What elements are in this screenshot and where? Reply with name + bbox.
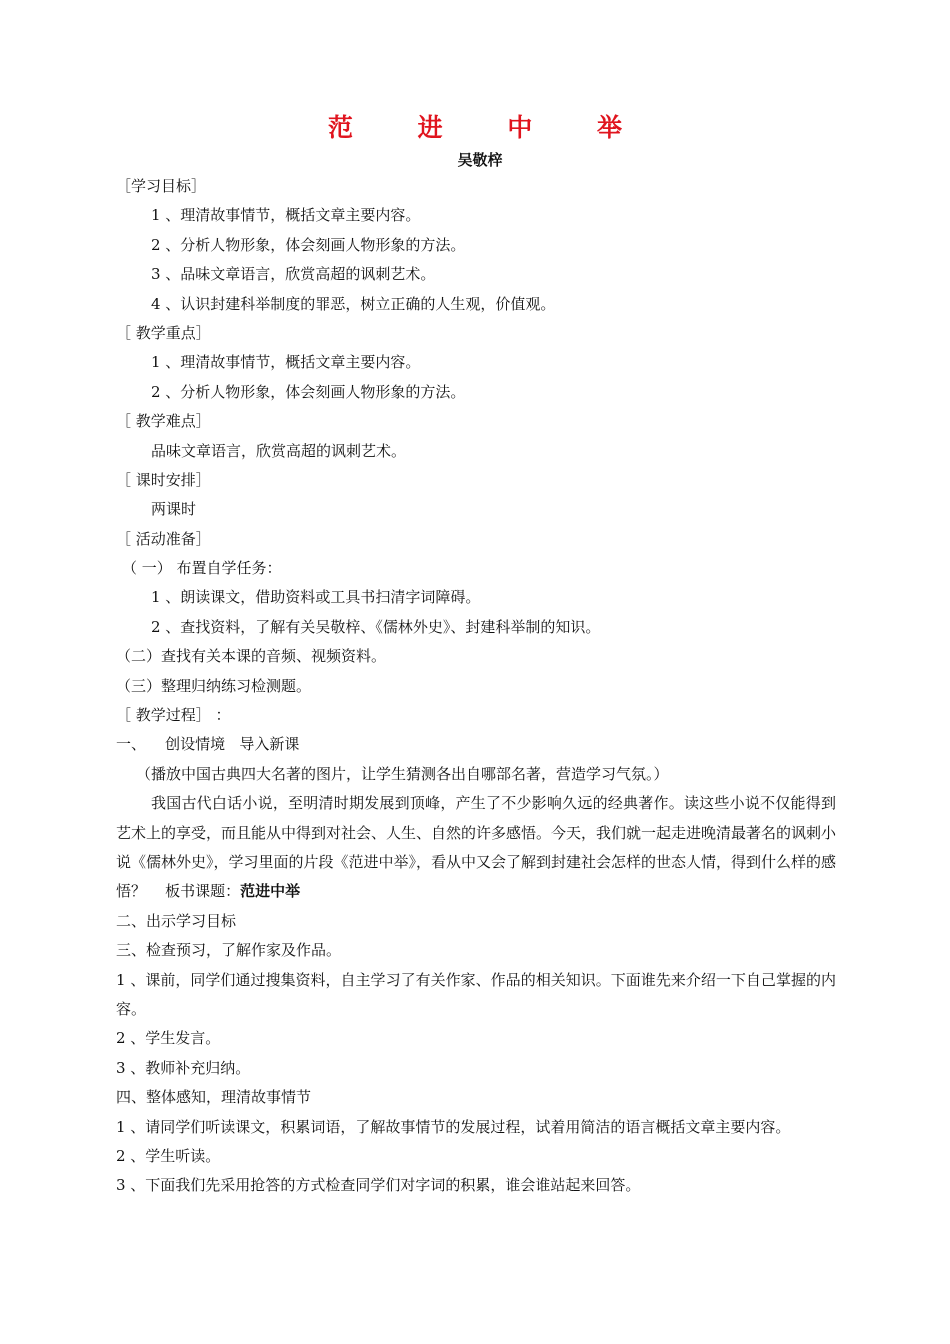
document-title: 范 进 中 举 <box>327 113 651 142</box>
prep-subsection-1: （ 一） 布置自学任务： <box>122 559 282 578</box>
section-header-goals: ［学习目标］ <box>116 177 207 195</box>
process-step-1: 一、 创设情境 导入新课 <box>116 735 300 754</box>
process-step-4-item: 1 、请同学们听读课文，积累词语，了解故事情节的发展过程，试着用简洁的语言概括文章主要内容。 <box>116 1117 791 1136</box>
process-step-3-item: 1 、课前，同学们通过搜集资料，自主学习了有关作家、作品的相关知识。下面谁先来介绍一下自己掌握的内容。 <box>116 970 836 1019</box>
section-header-preparation: ［ 活动准备］ <box>116 529 211 548</box>
section-header-schedule: ［ 课时安排］ <box>116 470 211 489</box>
process-step-4-item: 3 、下面我们先采用抢答的方式检查同学们对字词的积累，谁会谁站起来回答。 <box>116 1176 641 1195</box>
section-header-difficulty: ［ 教学难点］ <box>116 412 211 431</box>
prep-item: 1 、朗读课文，借助资料或工具书扫清字词障碍。 <box>151 588 481 607</box>
goal-item: 3 、品味文章语言，欣赏高超的讽刺艺术。 <box>151 265 436 284</box>
section-header-process: ［ 教学过程］ ： <box>116 706 231 725</box>
document-author: 吴敬梓 <box>457 151 503 169</box>
process-step-1-paragraph <box>116 789 836 907</box>
key-point-item: 1 、理清故事情节，概括文章主要内容。 <box>151 353 421 372</box>
process-step-1-note: （播放中国古典四大名著的图片，让学生猜测各出自哪部名著，营造学习气氛。） <box>136 764 669 783</box>
process-step-3-item: 2 、学生发言。 <box>116 1029 221 1048</box>
key-point-item: 2 、分析人物形象，体会刻画人物形象的方法。 <box>151 382 466 401</box>
prep-item: 2 、查找资料，了解有关吴敬梓、《儒林外史》、封建科举制的知识。 <box>151 617 601 636</box>
process-step-2: 二、出示学习目标 <box>116 911 237 930</box>
process-step-4: 四、整体感知，理清故事情节 <box>116 1088 312 1107</box>
prep-subsection-3: （三）整理归纳练习检测题。 <box>116 676 312 695</box>
document-body <box>116 172 836 1201</box>
process-step-3: 三、检查预习，了解作家及作品。 <box>116 941 342 960</box>
section-header-key-points: ［ 教学重点］ <box>116 323 211 342</box>
difficulty-text: 品味文章语言，欣赏高超的讽刺艺术。 <box>151 441 407 460</box>
board-title: 范进中举 <box>240 882 301 901</box>
goal-item: 1 、理清故事情节，概括文章主要内容。 <box>151 206 421 225</box>
schedule-text: 两课时 <box>151 500 197 519</box>
prep-subsection-2: （二）查找有关本课的音频、视频资料。 <box>116 647 387 666</box>
process-step-4-item: 2 、学生听读。 <box>116 1147 221 1165</box>
goal-item: 4 、认识封建科举制度的罪恶，树立正确的人生观，价值观。 <box>151 294 556 313</box>
process-step-3-item: 3 、教师补充归纳。 <box>116 1058 251 1077</box>
paragraph-text: 我国古代白话小说，至明清时期发展到顶峰，产生了不少影响久远的经典著作。读这些小说不仅能得到艺术上的享受，而且能从中得到对社会、人生、自然的许多感悟。今天，我们就一起走进晚清最著名的讽刺小说《儒林外史》，学习里面的片段《范进中举》，看从中又会了解到封建社会怎样的世态人情，得到什么样的感悟？ 板书课题： <box>116 794 837 901</box>
goal-item: 2 、分析人物形象，体会刻画人物形象的方法。 <box>151 235 466 254</box>
